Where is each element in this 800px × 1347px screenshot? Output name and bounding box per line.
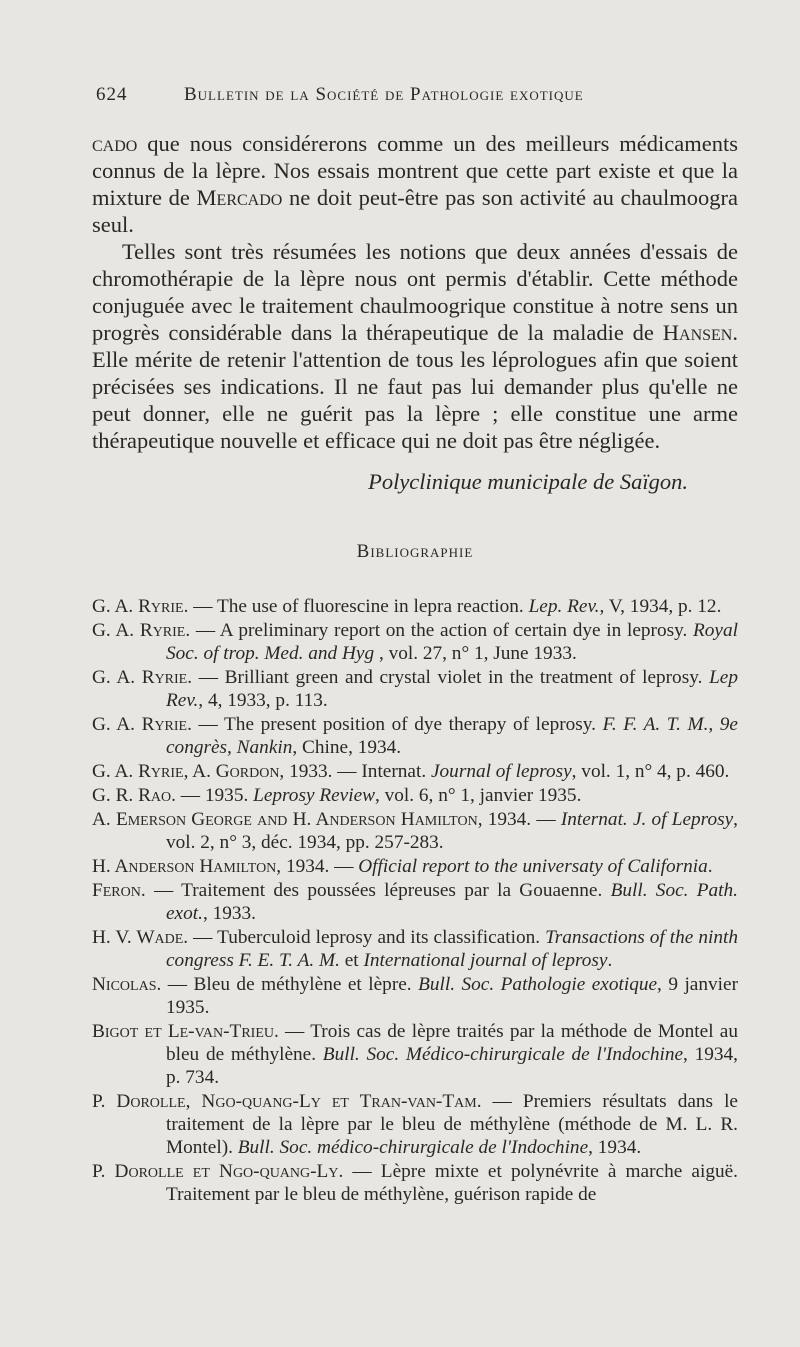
bib-author: P. Dorolle et Ngo-quang-Ly. <box>92 1161 344 1182</box>
bibliography-entry <box>92 855 738 878</box>
bib-title: — The present position of dye therapy of leprosy. <box>191 714 603 735</box>
small-caps-word: cado <box>92 131 138 156</box>
article-body <box>92 130 738 1207</box>
bib-details: . <box>707 856 713 877</box>
bib-title: — Brilliant green and crystal violet in the treatment of leprosy. <box>192 667 710 688</box>
bib-details: , vol. 1, n° 4, p. 460. <box>571 761 730 782</box>
bib-details: et <box>339 950 364 971</box>
bib-author: A. Emerson George and H. Anderson Hamilton, <box>92 809 483 830</box>
bib-title: — Traitement des poussées lépreuses par la Gouaenne. <box>145 880 611 901</box>
bib-journal: Leprosy Review <box>253 785 375 806</box>
bib-details: , 1934, p. 734. <box>166 1044 739 1088</box>
bib-details: . <box>607 950 613 971</box>
bib-journal: Lep Rev. <box>166 667 738 711</box>
bib-author: G. A. Ryrie. <box>92 620 191 641</box>
bibliography-entry <box>92 1160 738 1206</box>
bib-journal: Internat. J. of Leprosy <box>560 809 734 830</box>
bib-title: — Bleu de méthylène et lèpre. <box>161 974 419 995</box>
signoff: Polyclinique municipale de Saïgon. <box>368 469 688 494</box>
bib-title: — The use of fluorescine in lepra reaction. <box>188 596 529 617</box>
bib-author: G. A. Ryrie. <box>92 667 193 688</box>
bib-details: , 1933. <box>202 903 256 924</box>
bib-details: , vol. 2, n° 3, déc. 1934, pp. 257-283. <box>166 809 738 853</box>
bib-title: 1934. — <box>482 809 561 830</box>
bib-journal: Bull. Soc. Path. exot. <box>166 880 738 924</box>
bib-author: H. Anderson Hamilton, <box>92 856 282 877</box>
bib-journal: International journal of leprosy <box>363 950 608 971</box>
bibliography-entry <box>92 713 738 759</box>
bib-journal: Transactions of the ninth congress F. E. T. A. M. <box>166 927 738 971</box>
running-head: Bulletin de la Société de Pathologie exotique <box>184 84 584 105</box>
bib-author: G. A. Ryrie. <box>92 596 189 617</box>
page-number: 624 <box>96 84 128 105</box>
bib-journal: Journal of leprosy <box>430 761 572 782</box>
bib-details: , 4, 1933, p. 113. <box>198 690 328 711</box>
bibliography-entry <box>92 973 738 1019</box>
bib-details: , 1934. <box>588 1137 642 1158</box>
bibliography-entry <box>92 595 738 618</box>
bib-title: — A preliminary report on the action of certain dye in leprosy. <box>190 620 694 641</box>
bibliography-heading: Bibliographie <box>356 541 474 562</box>
bib-author: Bigot et Le-van-Trieu. <box>92 1021 279 1042</box>
bib-author: Nicolas. <box>92 974 162 995</box>
bib-title: — 1935. <box>175 785 254 806</box>
bib-title: — Tuberculoid leprosy and its classification. <box>188 927 546 948</box>
paragraph <box>92 238 738 454</box>
bib-author: G. R. Rao. <box>92 785 176 806</box>
bib-details: , Chine, 1934. <box>292 737 402 758</box>
bib-author: Feron. <box>92 880 146 901</box>
bib-title: — Premiers résultats dans le traitement de la lèpre par le bleu de méthylène (méthode de M. L. R. Montel). <box>166 1091 738 1158</box>
bibliography-entry <box>92 1020 738 1089</box>
bibliography-list <box>92 595 738 1206</box>
bib-details: , vol. 27, n° 1, June 1933. <box>374 643 577 664</box>
bib-title: — Lèpre mixte et polynévrite à marche aiguë. Traitement par le bleu de méthylène, guérison rapide de <box>166 1161 738 1205</box>
paragraph-text: que nous considérerons comme un des meilleurs médicaments connus de la lèpre. Nos essais montrent que cette part existe et que la mixture de <box>92 131 738 210</box>
bibliography-entry <box>92 808 738 854</box>
bib-journal: Bull. Soc. médico-chirurgicale de l'Indochine <box>237 1137 589 1158</box>
author-name: Hansen <box>662 320 733 345</box>
bib-journal: Bull. Soc. Pathologie exotique <box>418 974 658 995</box>
bib-journal: Lep. Rev. <box>528 596 600 617</box>
paragraph-text: Telles sont très résumées les notions que deux années d'essais de chromothérapie de la lèpre nous ont permis d'établir. Cette méthode conjuguée avec le traitement chaulmoogrique constitue à notre sens un progrès considérable dans la thérapeutique de la maladie de <box>92 239 738 345</box>
bib-author: H. V. Wade. <box>92 927 189 948</box>
bib-title: 1933. — Internat. <box>284 761 431 782</box>
bibliography-entry <box>92 619 738 665</box>
bib-details: , 9 janvier 1935. <box>166 974 738 1018</box>
bibliography-entry <box>92 784 738 807</box>
author-name: Mercado <box>196 185 283 210</box>
bib-author: G. A. Ryrie. <box>92 714 192 735</box>
bib-author: P. Dorolle, Ngo-quang-Ly et Tran-van-Tam. <box>92 1091 482 1112</box>
bib-details: , V, 1934, p. 12. <box>599 596 722 617</box>
bib-journal: Royal Soc. of trop. Med. and Hyg <box>166 620 738 664</box>
bibliography-entry <box>92 760 738 783</box>
bib-author: G. A. Ryrie, A. Gordon, <box>92 761 285 782</box>
bibliography-entry <box>92 666 738 712</box>
bib-title: 1934. — <box>281 856 359 877</box>
bib-journal: Official report to the universaty of California <box>358 856 708 877</box>
bibliography-entry <box>92 879 738 925</box>
bib-journal: Bull. Soc. Médico-chirurgicale de l'Indochine <box>322 1044 684 1065</box>
bib-journal: F. F. A. T. M., 9e congrès, Nankin <box>166 714 738 758</box>
paragraph-text: ne doit peut-être pas son activité au chaulmoogra seul. <box>92 185 738 237</box>
paragraph-text: . Elle mérite de retenir l'attention de tous les léprologues afin que soient précisées ses indications. Il ne faut pas lui demander plus qu'elle ne peut donner, elle ne guérit pas la lèpre ; elle constitue une arme thérapeutique nouvelle et efficace qui ne doit pas être négligée. <box>92 320 738 453</box>
bibliography-entry <box>92 926 738 972</box>
bib-details: , vol. 6, n° 1, janvier 1935. <box>375 785 582 806</box>
paragraph <box>92 130 738 238</box>
bib-title: — Trois cas de lèpre traités par la méthode de Montel au bleu de méthylène. <box>166 1021 738 1065</box>
bibliography-entry <box>92 1090 738 1159</box>
